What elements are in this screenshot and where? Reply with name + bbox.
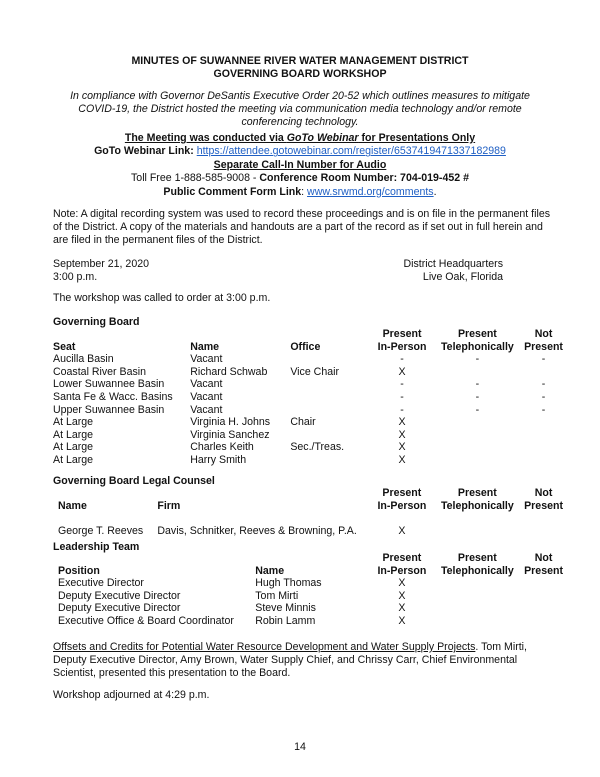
date-row — [53, 258, 503, 270]
col-header-name: Name — [255, 564, 285, 577]
conducted-suffix: for Presentations Only — [358, 132, 476, 144]
table-row: Executive Office & Board Coordinator Robin Lamm X — [58, 614, 406, 627]
governing-board-table — [53, 328, 563, 467]
page-number: 14 — [294, 741, 306, 753]
public-comment-line — [0, 186, 600, 199]
time-row — [53, 271, 503, 283]
table-row: At Large Virginia Sanchez X — [53, 428, 406, 441]
called-to-order: The workshop was called to order at 3:00 p.m. — [53, 292, 271, 304]
col-header-in-person: Present In-Person — [377, 552, 427, 577]
col-header-in-person: Present In-Person — [377, 328, 427, 353]
callin-heading: Separate Call-In Number for Audio — [213, 158, 387, 171]
compliance-statement: In compliance with Governor DeSantis Executive Order 20-52 which outlines measures to mitigate COVID-19, the District hosted the meeting via communication media technology and/or remote conferencing technology. — [70, 90, 530, 128]
governing-board-heading: Governing Board — [53, 316, 140, 328]
offsets-body: . Tom Mirti, Deputy Executive Director, Amy Brown, Water Supply Chief, and Chrissy Carr, Chief Environmental Scientist, presented this presentation to the Board. — [53, 641, 527, 679]
table-row: Aucilla Basin Vacant - - - — [53, 353, 546, 366]
table-row: George T. Reeves Davis, Schnitker, Reeves & Browning, P.A. X — [58, 524, 406, 537]
table-row: Deputy Executive Director Tom Mirti X — [58, 589, 406, 602]
conducted-line — [0, 132, 600, 145]
conference-room: Conference Room Number: 704-019-452 # — [259, 172, 469, 185]
public-comment-sep: : — [301, 185, 308, 198]
col-header-position: Position — [58, 564, 100, 577]
col-header-seat: Seat — [53, 340, 76, 353]
col-header-office: Office — [290, 340, 321, 353]
offsets-title: Offsets and Credits for Potential Water Resource Development and Water Supply Projects — [53, 641, 476, 653]
table-row: At Large Harry Smith X — [53, 453, 406, 466]
table-row: Executive Director Hugh Thomas X — [58, 577, 406, 590]
tollfree-number: Toll Free 1-888-585-9008 - — [131, 172, 260, 185]
tollfree-line — [0, 172, 600, 185]
col-header-in-person: Present In-Person — [377, 487, 427, 512]
adjourned: Workshop adjourned at 4:29 p.m. — [53, 689, 210, 701]
table-row: Upper Suwannee Basin Vacant - - - — [53, 403, 546, 416]
document-title — [0, 55, 600, 80]
webinar-line — [0, 145, 600, 158]
table-header-row — [58, 487, 563, 512]
title-line-1: MINUTES OF SUWANNEE RIVER WATER MANAGEMENT DISTRICT — [131, 55, 469, 67]
col-header-not-present: Not Present — [524, 552, 563, 577]
col-header-name: Name — [58, 499, 87, 512]
table-row: Santa Fe & Wacc. Basins Vacant - - - — [53, 390, 546, 403]
col-header-not-present: Not Present — [524, 328, 563, 353]
public-comment-end: . — [433, 185, 437, 198]
col-header-firm: Firm — [157, 499, 181, 512]
table-row: Deputy Executive Director Steve Minnis X — [58, 602, 406, 615]
location-line-2: Live Oak, Florida — [422, 271, 503, 283]
leadership-team-heading: Leadership Team — [53, 541, 140, 553]
title-line-2: GOVERNING BOARD WORKSHOP — [213, 67, 387, 80]
col-header-telephonically: Present Telephonically — [440, 487, 514, 512]
location-line-1: District Headquarters — [403, 258, 503, 270]
table-row: At Large Virginia H. Johns Chair X — [53, 416, 406, 429]
table-row: Lower Suwannee Basin Vacant - - - — [53, 378, 546, 391]
table-header-row — [58, 552, 563, 577]
col-header-name: Name — [190, 340, 220, 353]
conducted-prefix: The Meeting was conducted via — [124, 132, 287, 144]
col-header-telephonically: Present Telephonically — [440, 552, 514, 577]
legal-counsel-heading: Governing Board Legal Counsel — [53, 475, 215, 487]
webinar-label: GoTo Webinar Link: — [94, 145, 194, 158]
webinar-link[interactable]: https://attendee.gotowebinar.com/register/6537419471337182989 — [196, 145, 506, 158]
table-row: At Large Charles Keith Sec./Treas. X — [53, 441, 406, 454]
offsets-paragraph — [53, 641, 553, 680]
meeting-time: 3:00 p.m. — [53, 271, 98, 283]
col-header-telephonically: Present Telephonically — [441, 328, 514, 353]
col-header-not-present: Not Present — [524, 487, 563, 512]
legal-counsel-table — [58, 487, 563, 537]
table-header-row — [53, 328, 563, 353]
recording-note: Note: A digital recording system was used to record these proceedings and is on file in the permanent files of the District. A copy of the materials and handouts are a part of the record as if set out in full herein and are filed in the permanent files of the District. — [53, 208, 551, 246]
leadership-team-table — [58, 552, 563, 628]
meeting-info — [0, 132, 600, 199]
public-comment-link[interactable]: www.srwmd.org/comments — [307, 185, 434, 198]
public-comment-label: Public Comment Form Link — [163, 185, 302, 198]
meeting-date: September 21, 2020 — [53, 258, 150, 270]
conducted-platform: GoTo Webinar — [286, 132, 359, 144]
table-row: Coastal River Basin Richard Schwab Vice Chair X — [53, 365, 406, 378]
